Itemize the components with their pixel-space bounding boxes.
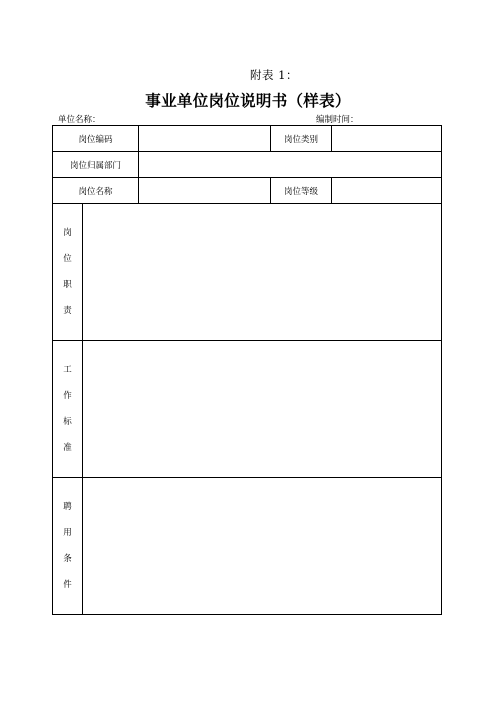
form-row-duties xyxy=(53,204,442,341)
department-field[interactable] xyxy=(139,152,442,178)
work-standards-field[interactable] xyxy=(83,341,442,478)
form-row-department xyxy=(53,152,442,178)
employment-conditions-label: 聘 用 条 件 xyxy=(53,478,83,615)
position-grade-field[interactable] xyxy=(332,178,442,204)
unit-name-label: 单位名称： xyxy=(58,115,101,125)
form-row-code xyxy=(53,126,442,152)
position-name-field[interactable] xyxy=(139,178,271,204)
position-code-label: 岗位编码 xyxy=(53,126,139,152)
appendix-label: 附表 1： xyxy=(250,68,298,82)
page-title: 事业单位岗位说明书（样表） xyxy=(145,92,351,110)
form-row-standards xyxy=(53,341,442,478)
form-row-name xyxy=(53,178,442,204)
position-category-field[interactable] xyxy=(332,126,442,152)
department-label: 岗位归属部门 xyxy=(53,152,139,178)
work-standards-label: 工 作 标 准 xyxy=(53,341,83,478)
duties-label: 岗 位 职 责 xyxy=(53,204,83,341)
employment-conditions-field[interactable] xyxy=(83,478,442,615)
position-category-label: 岗位类别 xyxy=(271,126,332,152)
position-grade-label: 岗位等级 xyxy=(271,178,332,204)
position-name-label: 岗位名称 xyxy=(53,178,139,204)
duties-field[interactable] xyxy=(83,204,442,341)
form-row-conditions xyxy=(53,478,442,615)
position-description-form xyxy=(52,125,442,615)
compile-date-label: 编制时间： xyxy=(316,115,359,125)
position-code-field[interactable] xyxy=(139,126,271,152)
